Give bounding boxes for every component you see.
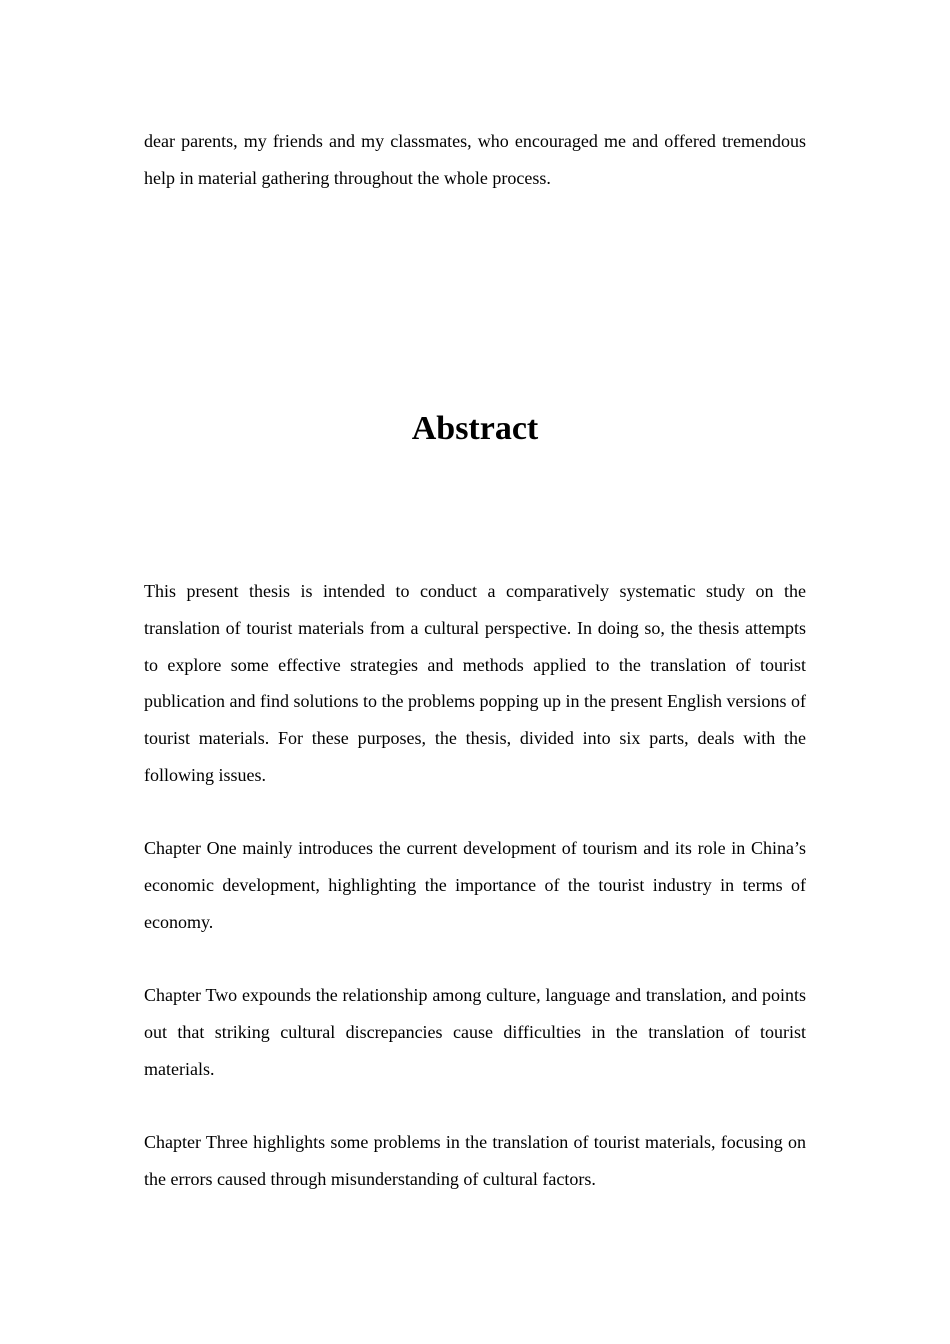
abstract-intro-paragraph: This present thesis is intended to conduct a comparatively systematic study on the translation of tourist materials from a cultural perspective. In doing so, the thesis attempts to explore some effective strategies and methods applied to the translation of tourist publication and find solutions to the problems popping up in the present English versions of tourist materials. For these purposes, the thesis, divided into six parts, deals with the following issues. [144, 581, 806, 785]
acknowledgement-paragraph: dear parents, my friends and my classmates, who encouraged me and offered tremendous help in material gathering throughout the whole process. [144, 131, 806, 188]
chapter-three-paragraph: Chapter Three highlights some problems in the translation of tourist materials, focusing on the errors caused through misunderstanding of cultural factors. [144, 1132, 806, 1189]
chapter-two-paragraph: Chapter Two expounds the relationship among culture, language and translation, and points out that striking cultural discrepancies cause difficulties in the translation of tourist materials. [144, 985, 806, 1079]
chapter-one-paragraph: Chapter One mainly introduces the current development of tourism and its role in China’s economic development, highlighting the importance of the tourist industry in terms of economy. [144, 838, 806, 932]
abstract-heading: Abstract [411, 410, 539, 447]
